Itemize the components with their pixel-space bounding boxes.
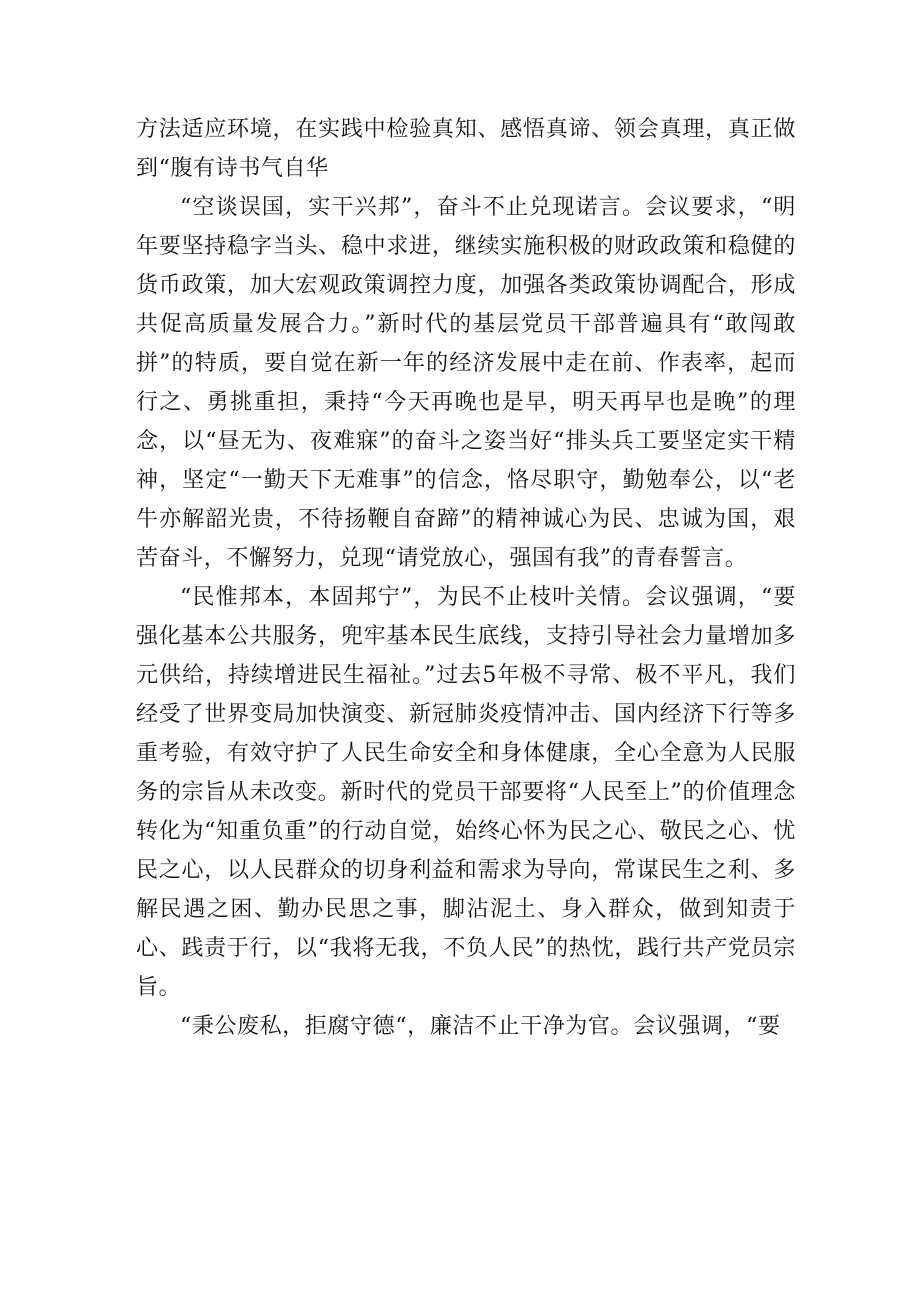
paragraph-4: “秉公废私，拒腐守德“，廉洁不止干净为官。会议强调，“要 — [180, 1014, 781, 1039]
paragraph-2: “空谈误国，实干兴邦”，奋斗不止兑现诺言。会议要求，“明年要坚持稳字当头、稳中求进，继续实施积极的财政政策和稳健的货币政策，加大宏观政策调控力度，加强各类政策协调配合，形成共促高质量发展合力。”新时代的基层党员干部普遍具有“敢闯敢拼”的特质，要自觉在新一年的经济发展中走在前、作表率，起而行之、勇挑重担，秉持“今天再晚也是早，明天再早也是晚”的理念，以“昼无为、夜难寐”的奋斗之姿当好“排头兵工要坚定实干精神，坚定“一勤天下无难事”的信念，恪尽职守，勤勉奉公，以“老牛亦解韶光贵，不待扬鞭自奋蹄”的精神诚心为民、忠诚为国，艰苦奋斗，不懈努力，兑现“请党放心，强国有我”的青春誓言。 — [136, 195, 796, 571]
document-body — [136, 110, 796, 1046]
paragraph-3: “民惟邦本，本固邦宁”，为民不止枝叶关情。会议强调，“要强化基本公共服务，兜牢基本民生底线，支持引导社会力量增加多元供给，持续增进民生福祉。”过去5年极不寻常、极不平凡，我们经受了世界变局加快演变、新冠肺炎疫情冲击、国内经济下行等多重考验，有效守护了人民生命安全和身体健康，全心全意为人民服务的宗旨从未改变。新时代的党员干部要将“人民至上”的价值理念转化为“知重负重”的行动自觉，始终心怀为民之心、敬民之心、忧民之心，以人民群众的切身利益和需求为导向，常谋民生之利、多解民遇之困、勤办民思之事，脚沾泥土、身入群众，做到知责于心、践责于行，以“我将无我，不负人民”的热忱，践行共产党员宗旨。 — [136, 585, 796, 1000]
paragraph-1: 方法适应环境，在实践中检验真知、感悟真谛、领会真理，真正做到“腹有诗书气自华 — [136, 117, 796, 181]
